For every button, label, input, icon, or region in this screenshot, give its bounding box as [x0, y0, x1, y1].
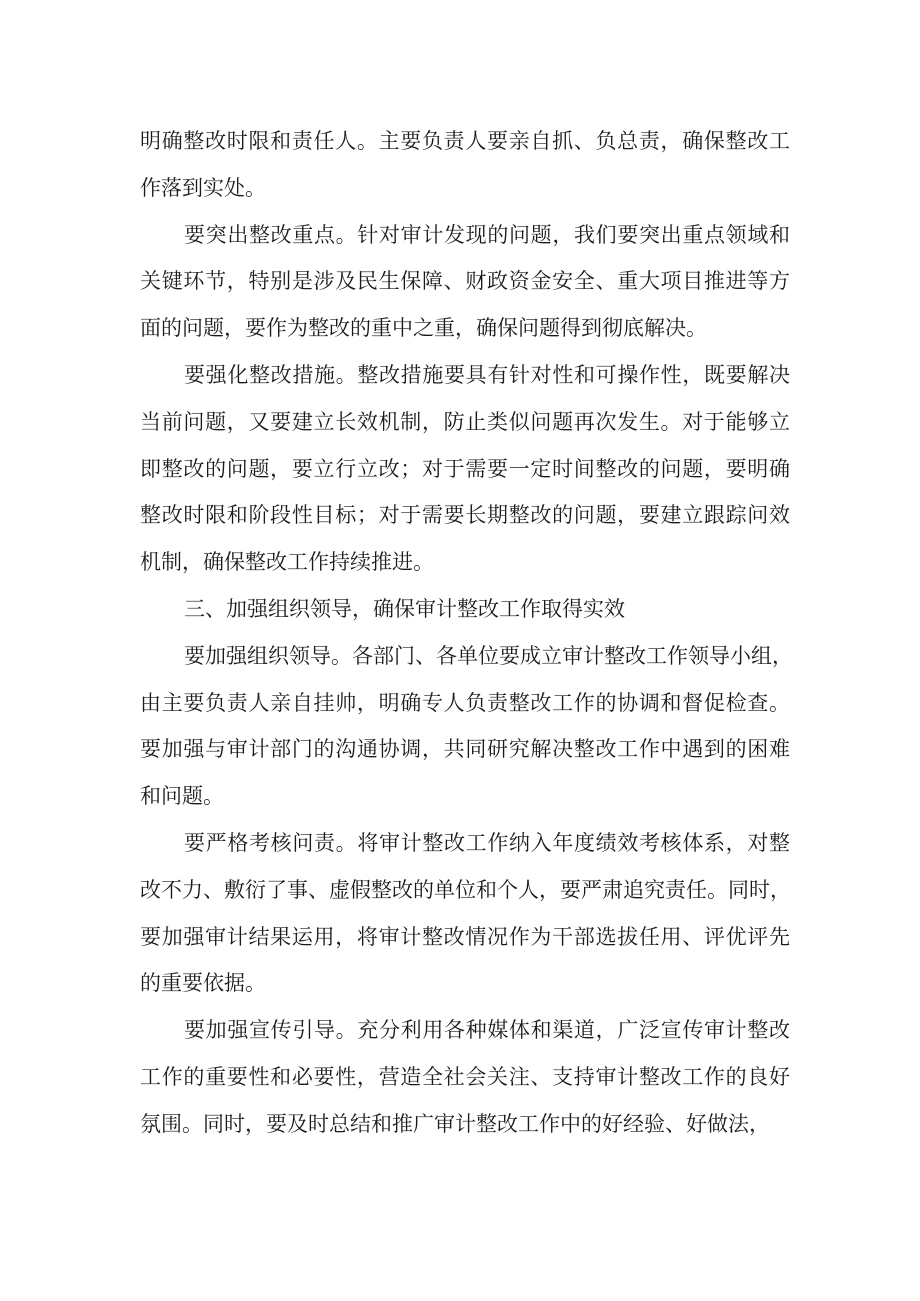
text-line: 三、加强组织领导，确保审计整改工作取得实效 — [184, 596, 625, 621]
text-line: 氛围。同时，要及时总结和推广审计整改工作中的好经验、好做法， — [140, 1111, 770, 1136]
text-line: 机制，确保整改工作持续推进。 — [140, 550, 434, 575]
text-line: 要突出整改重点。针对审计发现的问题，我们要突出重点领域和 — [184, 222, 790, 247]
text-line: 要加强组织领导。各部门、各单位要成立审计整改工作领导小组， — [184, 643, 793, 668]
text-line: 工作的重要性和必要性，营造全社会关注、支持审计整改工作的良好 — [140, 1064, 790, 1089]
text-line: 要强化整改措施。整改措施要具有针对性和可操作性，既要解决 — [184, 362, 790, 387]
text-line: 面的问题，要作为整改的重中之重，确保问题得到彻底解决。 — [140, 316, 707, 341]
text-line: 作落到实处。 — [140, 175, 266, 200]
text-line: 关键环节，特别是涉及民生保障、财政资金安全、重大项目推进等方 — [140, 269, 790, 294]
text-line: 由主要负责人亲自挂帅，明确专人负责整改工作的协调和督促检查。 — [140, 690, 790, 715]
text-line: 整改时限和阶段性目标；对于需要长期整改的问题，要建立跟踪问效 — [140, 503, 790, 528]
document-body — [140, 118, 793, 1148]
text-line: 要严格考核问责。将审计整改工作纳入年度绩效考核体系，对整 — [184, 830, 790, 855]
text-line: 的重要依据。 — [140, 971, 266, 996]
text-line: 要加强审计结果运用，将审计整改情况作为干部选拔任用、评优评先 — [140, 924, 790, 949]
text-line: 改不力、敷衍了事、虚假整改的单位和个人，要严肃追究责任。同时， — [140, 877, 791, 902]
text-line: 要加强宣传引导。充分利用各种媒体和渠道，广泛宣传审计整改 — [184, 1018, 790, 1043]
text-line: 和问题。 — [140, 784, 224, 809]
text-line: 当前问题，又要建立长效机制，防止类似问题再次发生。对于能够立 — [140, 409, 790, 434]
text-line: 即整改的问题，要立行立改；对于需要一定时间整改的问题，要明确 — [140, 456, 790, 481]
text-line: 明确整改时限和责任人。主要负责人要亲自抓、负总责，确保整改工 — [140, 129, 790, 153]
text-line: 要加强与审计部门的沟通协调，共同研究解决整改工作中遇到的困难 — [140, 737, 790, 762]
